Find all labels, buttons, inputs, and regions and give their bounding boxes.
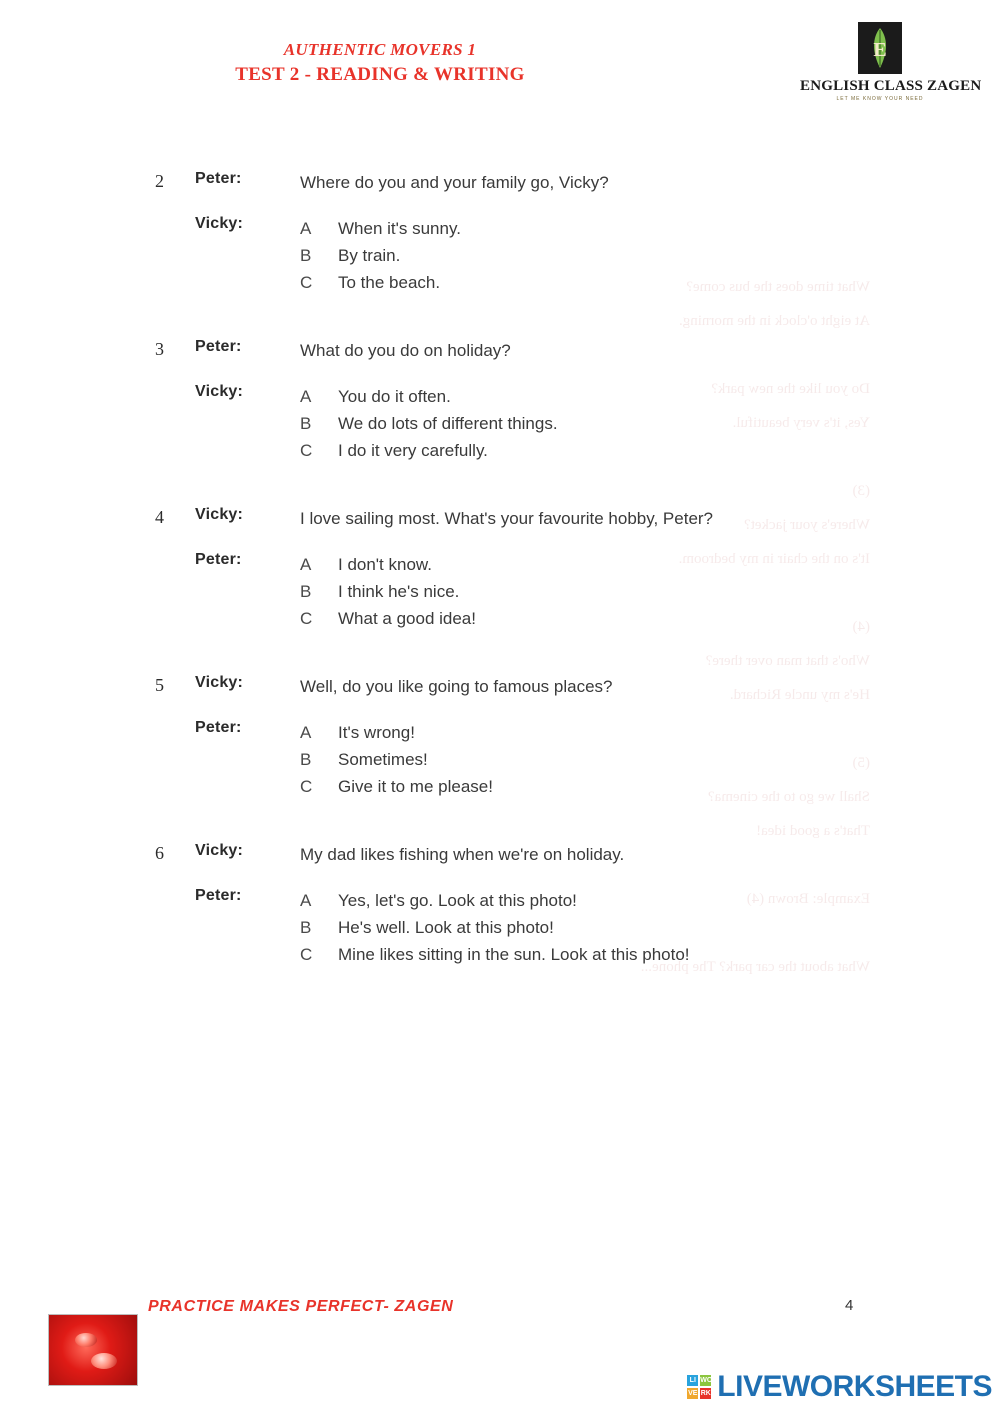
- prompt-text: I love sailing most. What's your favourite hobby, Peter?: [300, 509, 714, 528]
- option-text: We do lots of different things.: [338, 414, 558, 433]
- footer-note: PRACTICE MAKES PERFECT- ZAGEN: [148, 1298, 454, 1315]
- leaf-icon: [869, 26, 891, 70]
- option-letter: C: [300, 609, 313, 628]
- option-letter: C: [300, 273, 313, 292]
- option-letter: C: [300, 777, 313, 796]
- option-letter: A: [300, 387, 312, 406]
- prompt-text: What do you do on holiday?: [300, 341, 511, 360]
- worksheet-thumbnail: [48, 1314, 138, 1386]
- question-item: [155, 338, 875, 464]
- option-row[interactable]: [300, 605, 875, 632]
- option-letter: A: [300, 891, 312, 910]
- answer-speaker: Peter:: [195, 719, 242, 736]
- option-letter: B: [300, 918, 312, 937]
- option-text: When it's sunny.: [338, 219, 461, 238]
- option-letter: B: [300, 246, 312, 265]
- option-text: What a good idea!: [338, 609, 476, 628]
- prompt-text: Where do you and your family go, Vicky?: [300, 173, 609, 192]
- page-header: [0, 0, 1000, 130]
- prompt-speaker: Vicky:: [195, 842, 244, 859]
- logo-subtitle: LET ME KNOW YOUR NEED: [836, 96, 924, 102]
- liveworksheets-logo-icon: [687, 1375, 711, 1399]
- question-number: 5: [155, 675, 164, 695]
- answer-options: [300, 383, 875, 464]
- water-drop-icon: [91, 1353, 117, 1369]
- water-drop-icon: [75, 1333, 97, 1347]
- option-row[interactable]: [300, 242, 875, 269]
- option-row[interactable]: [300, 410, 875, 437]
- option-text: You do it often.: [338, 387, 451, 406]
- option-row[interactable]: [300, 746, 875, 773]
- question-number: 3: [155, 339, 164, 359]
- answer-speaker: Vicky:: [195, 215, 244, 232]
- option-letter: C: [300, 441, 313, 460]
- option-text: To the beach.: [338, 273, 441, 292]
- option-row[interactable]: [300, 719, 875, 746]
- option-letter: B: [300, 414, 312, 433]
- option-row[interactable]: [300, 551, 875, 578]
- logo-square-ve: VE: [688, 1390, 698, 1397]
- option-row[interactable]: [300, 578, 875, 605]
- liveworksheets-wordmark: LIVEWORKSHEETS: [717, 1370, 992, 1403]
- worksheet-title-line2: TEST 2 - READING & WRITING: [235, 64, 525, 85]
- option-letter: C: [300, 945, 313, 964]
- logo-text: ENGLISH CLASS ZAGEN: [800, 78, 982, 94]
- option-letter: B: [300, 582, 312, 601]
- option-row[interactable]: [300, 383, 875, 410]
- option-text: I do it very carefully.: [338, 441, 488, 460]
- option-text: Mine likes sitting in the sun. Look at this photo!: [338, 945, 690, 964]
- svg-text:E: E: [873, 39, 887, 61]
- option-letter: B: [300, 750, 312, 769]
- prompt-speaker: Peter:: [195, 170, 242, 187]
- option-text: Give it to me please!: [338, 777, 493, 796]
- logo-mark-icon: [858, 22, 902, 74]
- option-row[interactable]: [300, 887, 875, 914]
- option-row[interactable]: [300, 941, 875, 968]
- option-letter: A: [300, 723, 312, 742]
- question-item: [155, 170, 875, 296]
- prompt-speaker: Peter:: [195, 338, 242, 355]
- worksheet-body: [0, 170, 1000, 1294]
- option-text: Sometimes!: [338, 750, 428, 769]
- answer-speaker: Vicky:: [195, 383, 244, 400]
- answer-options: [300, 719, 875, 800]
- option-row[interactable]: [300, 269, 875, 296]
- question-item: [155, 674, 875, 800]
- option-text: He's well. Look at this photo!: [338, 918, 554, 937]
- option-row[interactable]: [300, 215, 875, 242]
- option-letter: A: [300, 219, 312, 238]
- question-item: [155, 506, 875, 632]
- question-number: 6: [155, 843, 164, 863]
- answer-options: [300, 887, 875, 968]
- answer-speaker: Peter:: [195, 887, 242, 904]
- question-number: 2: [155, 171, 164, 191]
- logo-square-wo: WO: [700, 1377, 713, 1384]
- option-row[interactable]: [300, 914, 875, 941]
- prompt-speaker: Vicky:: [195, 506, 244, 523]
- prompt-speaker: Vicky:: [195, 674, 244, 691]
- option-row[interactable]: [300, 437, 875, 464]
- page-number: 4: [845, 1297, 854, 1314]
- option-text: Yes, let's go. Look at this photo!: [338, 891, 577, 910]
- page-bleed-through: What time does the bus come? At eight o'clock in the morning. Do you like the new park? Yes, it's very beautiful. (3) Where's your jacket? It's on the chair in my bedroom. (4) Who's that man over there? He's my uncle Richard. (5) Shall we go to the cinema? That's a good idea! Example: Brown (4) What about the car park? The phone...: [640, 279, 870, 975]
- logo-square-li: LI: [687, 1375, 698, 1386]
- answer-options: [300, 551, 875, 632]
- option-text: I don't know.: [338, 555, 432, 574]
- prompt-text: Well, do you like going to famous places?: [300, 677, 613, 696]
- question-item: [155, 842, 875, 968]
- option-text: By train.: [338, 246, 401, 265]
- liveworksheets-brand[interactable]: [687, 1370, 992, 1404]
- option-row[interactable]: [300, 773, 875, 800]
- answer-options: [300, 215, 875, 296]
- answer-speaker: Peter:: [195, 551, 242, 568]
- question-number: 4: [155, 507, 164, 527]
- option-letter: A: [300, 555, 312, 574]
- logo-square-rk: RK: [700, 1390, 711, 1397]
- header-titles: [0, 40, 760, 86]
- prompt-text: My dad likes fishing when we're on holiday.: [300, 845, 625, 864]
- option-text: It's wrong!: [338, 723, 415, 742]
- english-class-zagen-logo: [800, 22, 982, 102]
- option-text: I think he's nice.: [338, 582, 460, 601]
- worksheet-title-line1: AUTHENTIC MOVERS 1: [283, 40, 477, 59]
